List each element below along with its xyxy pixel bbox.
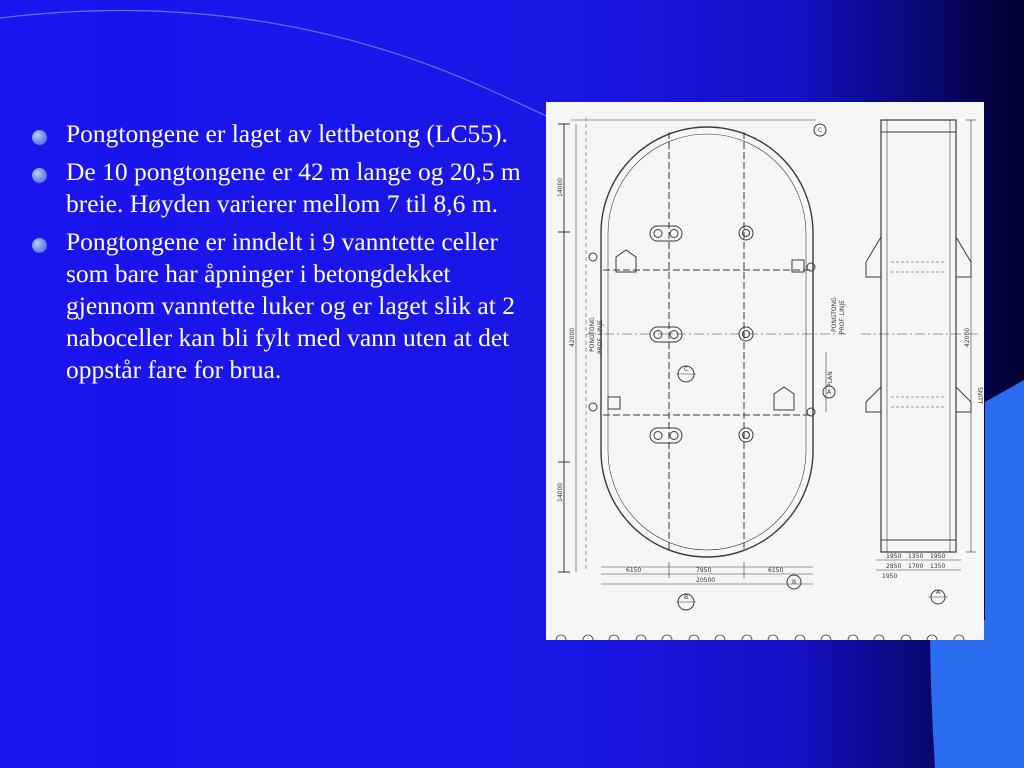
dim-label: 42000 [569,327,576,347]
drawing-label: PROF. LINJE [597,320,604,354]
pontoon-technical-drawing [546,102,984,640]
drawing-label: SNITT [976,387,983,405]
dim-label: 1700 [908,563,924,570]
drawing-label: B [792,579,797,586]
bullet-item: De 10 pongtongene er 42 m lange og 20,5 m breie. Høyden varierer mellom 7 til 8,6 m. [30,156,530,220]
dim-label: 1350 [908,553,924,560]
drawing-label: C [818,127,823,134]
dim-label: 1950 [886,553,902,560]
dim-label: 14000 [557,177,564,197]
dim-label: 42000 [964,327,971,347]
drawing-label: B [684,594,689,601]
drawing-label: C [684,366,689,373]
drawing-label: PONGTONG [831,297,838,332]
drawing-label: PROF. LINJE [839,300,846,334]
dim-label: 2850 [886,563,902,570]
dim-label: 7950 [696,567,712,574]
bullet-icon [32,238,47,253]
dim-label: 14000 [557,482,564,502]
dim-label: 6150 [768,567,784,574]
bullet-icon [32,168,47,183]
bullet-list [30,118,530,392]
bullet-item: Pongtongene er inndelt i 9 vanntette celler som bare har åpninger i betongdekket gjennom vanntette luker og er laget slik at 2 naboceller kan bli fylt med vann uten at det oppstår fare for brua. [30,226,530,386]
drawing-label: A [827,389,832,396]
dim-label: 6150 [626,567,642,574]
dim-label: 1950 [930,553,946,560]
dim-label: 1350 [930,563,946,570]
drawing-label: PONGTONG [589,317,596,352]
dim-label: 20500 [696,577,716,584]
drawing-label: A [936,589,941,596]
dim-label: 1950 [882,573,898,580]
bullet-item: Pongtongene er laget av lettbetong (LC55). [30,118,530,150]
bullet-icon [32,130,47,145]
drawing-label: PLAN [827,371,834,387]
